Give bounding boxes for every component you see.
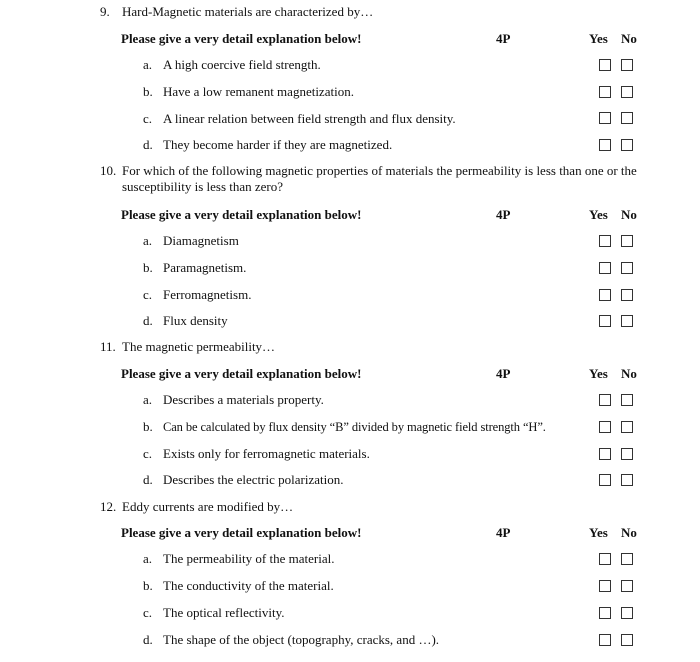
- question-10-title: [100, 163, 662, 195]
- question-12-yes-header: Yes: [589, 525, 608, 540]
- yes-checkbox[interactable]: [599, 235, 611, 247]
- option-letter: a.: [143, 57, 153, 72]
- question-text: For which of the following magnetic properties of materials the permeability is less than one or the susceptibility is less than zero?: [122, 163, 637, 194]
- option-text: A high coercive field strength.: [163, 57, 321, 72]
- no-checkbox[interactable]: [621, 421, 633, 433]
- option-letter: d.: [143, 313, 153, 328]
- yes-checkbox[interactable]: [599, 448, 611, 460]
- question-11-title: [100, 339, 275, 355]
- yes-checkbox[interactable]: [599, 139, 611, 151]
- option-text: A linear relation between field strength and flux density.: [163, 111, 456, 126]
- option-letter: c.: [143, 605, 153, 620]
- no-checkbox[interactable]: [621, 262, 633, 274]
- yes-checkbox[interactable]: [599, 580, 611, 592]
- yes-checkbox[interactable]: [599, 262, 611, 274]
- question-12-no-header: No: [621, 525, 637, 540]
- option-text: Exists only for ferromagnetic materials.: [163, 446, 370, 461]
- yes-checkbox[interactable]: [599, 394, 611, 406]
- option-text: The optical reflectivity.: [163, 605, 285, 620]
- question-10-points: 4P: [496, 207, 511, 222]
- question-9-no-header: No: [621, 31, 637, 46]
- question-10-yes-header: Yes: [589, 207, 608, 222]
- yes-checkbox[interactable]: [599, 112, 611, 124]
- yes-checkbox[interactable]: [599, 86, 611, 98]
- option-letter: a.: [143, 233, 153, 248]
- question-11-instruction: Please give a very detail explanation below!: [121, 366, 362, 381]
- question-11-no-header: No: [621, 366, 637, 381]
- option-letter: b.: [143, 578, 153, 593]
- question-number: 10.: [100, 163, 117, 178]
- no-checkbox[interactable]: [621, 289, 633, 301]
- question-12-title: [100, 499, 293, 515]
- question-10-no-header: No: [621, 207, 637, 222]
- option-text: Have a low remanent magnetization.: [163, 84, 354, 99]
- option-letter: b.: [143, 419, 153, 434]
- question-12-instruction: Please give a very detail explanation below!: [121, 525, 362, 540]
- option-text: Describes a materials property.: [163, 392, 324, 407]
- no-checkbox[interactable]: [621, 474, 633, 486]
- option-letter: d.: [143, 137, 153, 152]
- yes-checkbox[interactable]: [599, 553, 611, 565]
- option-letter: a.: [143, 551, 153, 566]
- question-text: Hard-Magnetic materials are characterized by…: [122, 4, 374, 19]
- question-text: Eddy currents are modified by…: [122, 499, 294, 514]
- option-text: They become harder if they are magnetized.: [163, 137, 393, 152]
- question-9-points: 4P: [496, 31, 511, 46]
- yes-checkbox[interactable]: [599, 421, 611, 433]
- question-number: 12.: [100, 499, 117, 514]
- option-letter: c.: [143, 111, 153, 126]
- option-text: The conductivity of the material.: [163, 578, 334, 593]
- option-text: Diamagnetism: [163, 233, 239, 248]
- option-text: The shape of the object (topography, cracks, and …).: [163, 632, 440, 647]
- option-letter: c.: [143, 287, 153, 302]
- option-letter: d.: [143, 472, 153, 487]
- option-letter: d.: [143, 632, 153, 647]
- no-checkbox[interactable]: [621, 634, 633, 646]
- no-checkbox[interactable]: [621, 315, 633, 327]
- yes-checkbox[interactable]: [599, 474, 611, 486]
- no-checkbox[interactable]: [621, 59, 633, 71]
- yes-checkbox[interactable]: [599, 315, 611, 327]
- option-letter: b.: [143, 84, 153, 99]
- question-9-instruction: Please give a very detail explanation below!: [121, 31, 362, 46]
- no-checkbox[interactable]: [621, 394, 633, 406]
- option-letter: c.: [143, 446, 153, 461]
- question-9-title: [100, 4, 373, 20]
- yes-checkbox[interactable]: [599, 607, 611, 619]
- question-number: 11.: [100, 339, 116, 354]
- option-letter: a.: [143, 392, 153, 407]
- option-letter: b.: [143, 260, 153, 275]
- option-text: Describes the electric polarization.: [163, 472, 344, 487]
- option-text: Flux density: [163, 313, 228, 328]
- no-checkbox[interactable]: [621, 448, 633, 460]
- option-text: The permeability of the material.: [163, 551, 335, 566]
- question-text: The magnetic permeability…: [122, 339, 276, 354]
- question-12-points: 4P: [496, 525, 511, 540]
- no-checkbox[interactable]: [621, 86, 633, 98]
- option-text: Paramagnetism.: [163, 260, 247, 275]
- option-text: Ferromagnetism.: [163, 287, 252, 302]
- question-9-yes-header: Yes: [589, 31, 608, 46]
- question-10-instruction: Please give a very detail explanation below!: [121, 207, 362, 222]
- question-11-yes-header: Yes: [589, 366, 608, 381]
- no-checkbox[interactable]: [621, 553, 633, 565]
- no-checkbox[interactable]: [621, 112, 633, 124]
- question-11-points: 4P: [496, 366, 511, 381]
- no-checkbox[interactable]: [621, 139, 633, 151]
- option-text: Can be calculated by flux density “B” divided by magnetic field strength “H”.: [163, 420, 546, 434]
- no-checkbox[interactable]: [621, 607, 633, 619]
- no-checkbox[interactable]: [621, 235, 633, 247]
- question-number: 9.: [100, 4, 110, 19]
- yes-checkbox[interactable]: [599, 59, 611, 71]
- yes-checkbox[interactable]: [599, 634, 611, 646]
- no-checkbox[interactable]: [621, 580, 633, 592]
- yes-checkbox[interactable]: [599, 289, 611, 301]
